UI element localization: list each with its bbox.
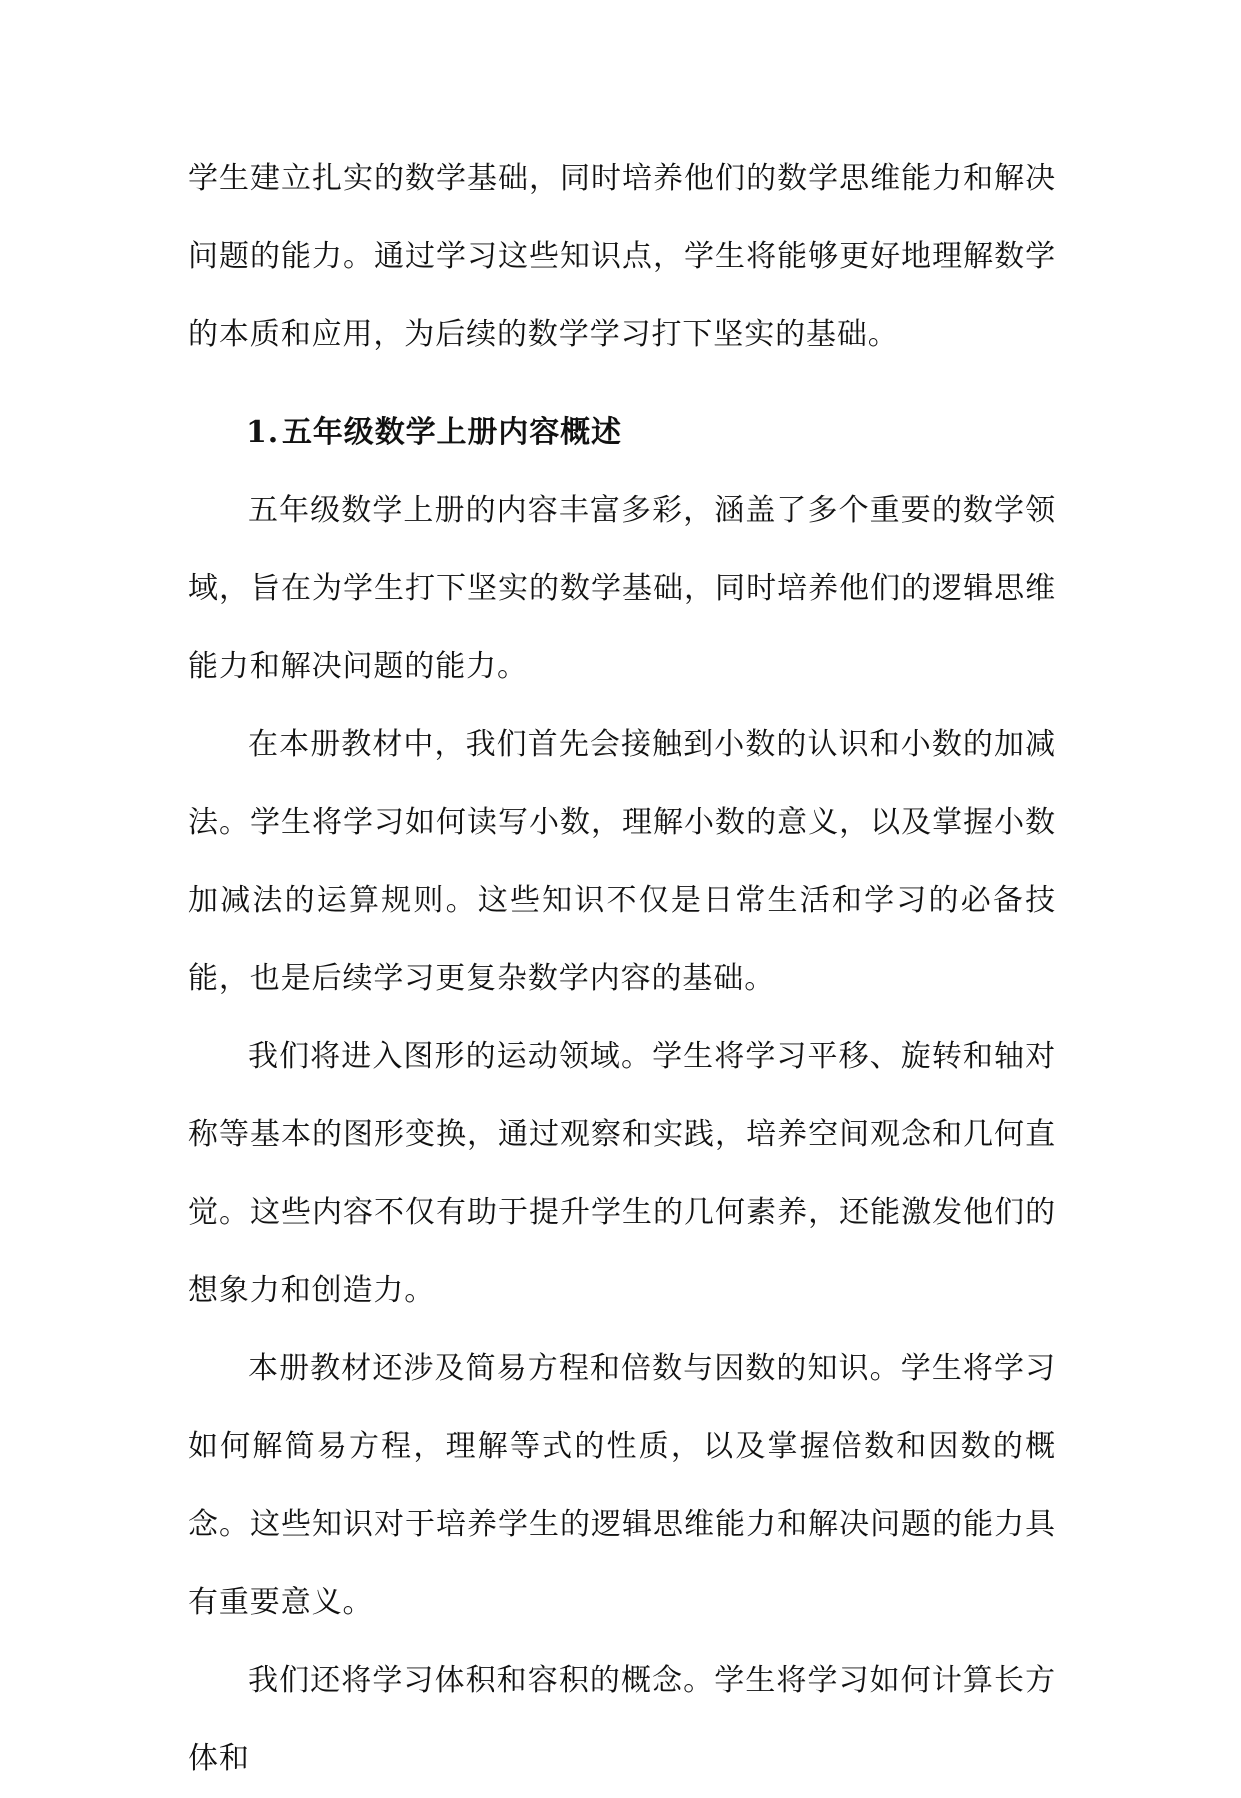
spacer	[188, 374, 1056, 394]
paragraph-transformations: 我们将进入图形的运动领域。学生将学习平移、旋转和轴对称等基本的图形变换，通过观察和实践，培养空间观念和几何直觉。这些内容不仅有助于提升学生的几何素养，还能激发他们的想象力和创造力。	[188, 1039, 1056, 1308]
paragraph-overview: 五年级数学上册的内容丰富多彩，涵盖了多个重要的数学领域，旨在为学生打下坚实的数学基础，同时培养他们的逻辑思维能力和解决问题的能力。	[188, 493, 1056, 684]
section-title: 五年级数学上册内容概述	[282, 415, 622, 450]
section-heading	[188, 394, 1056, 472]
paragraph-equations: 本册教材还涉及简易方程和倍数与因数的知识。学生将学习如何解简易方程，理解等式的性质，以及掌握倍数和因数的概念。这些知识对于培养学生的逻辑思维能力和解决问题的能力具有重要意义。	[188, 1351, 1056, 1620]
paragraph-volume: 我们还将学习体积和容积的概念。学生将学习如何计算长方体和	[188, 1663, 1056, 1776]
paragraph-decimals: 在本册教材中，我们首先会接触到小数的认识和小数的加减法。学生将学习如何读写小数，理解小数的意义，以及掌握小数加减法的运算规则。这些知识不仅是日常生活和学习的必备技能，也是后续学习更复杂数学内容的基础。	[188, 727, 1056, 996]
section-number: 1.	[246, 415, 280, 450]
paragraph-continuation: 学生建立扎实的数学基础，同时培养他们的数学思维能力和解决问题的能力。通过学习这些知识点，学生将能够更好地理解数学的本质和应用，为后续的数学学习打下坚实的基础。	[188, 161, 1056, 352]
document-page	[188, 140, 1056, 1798]
